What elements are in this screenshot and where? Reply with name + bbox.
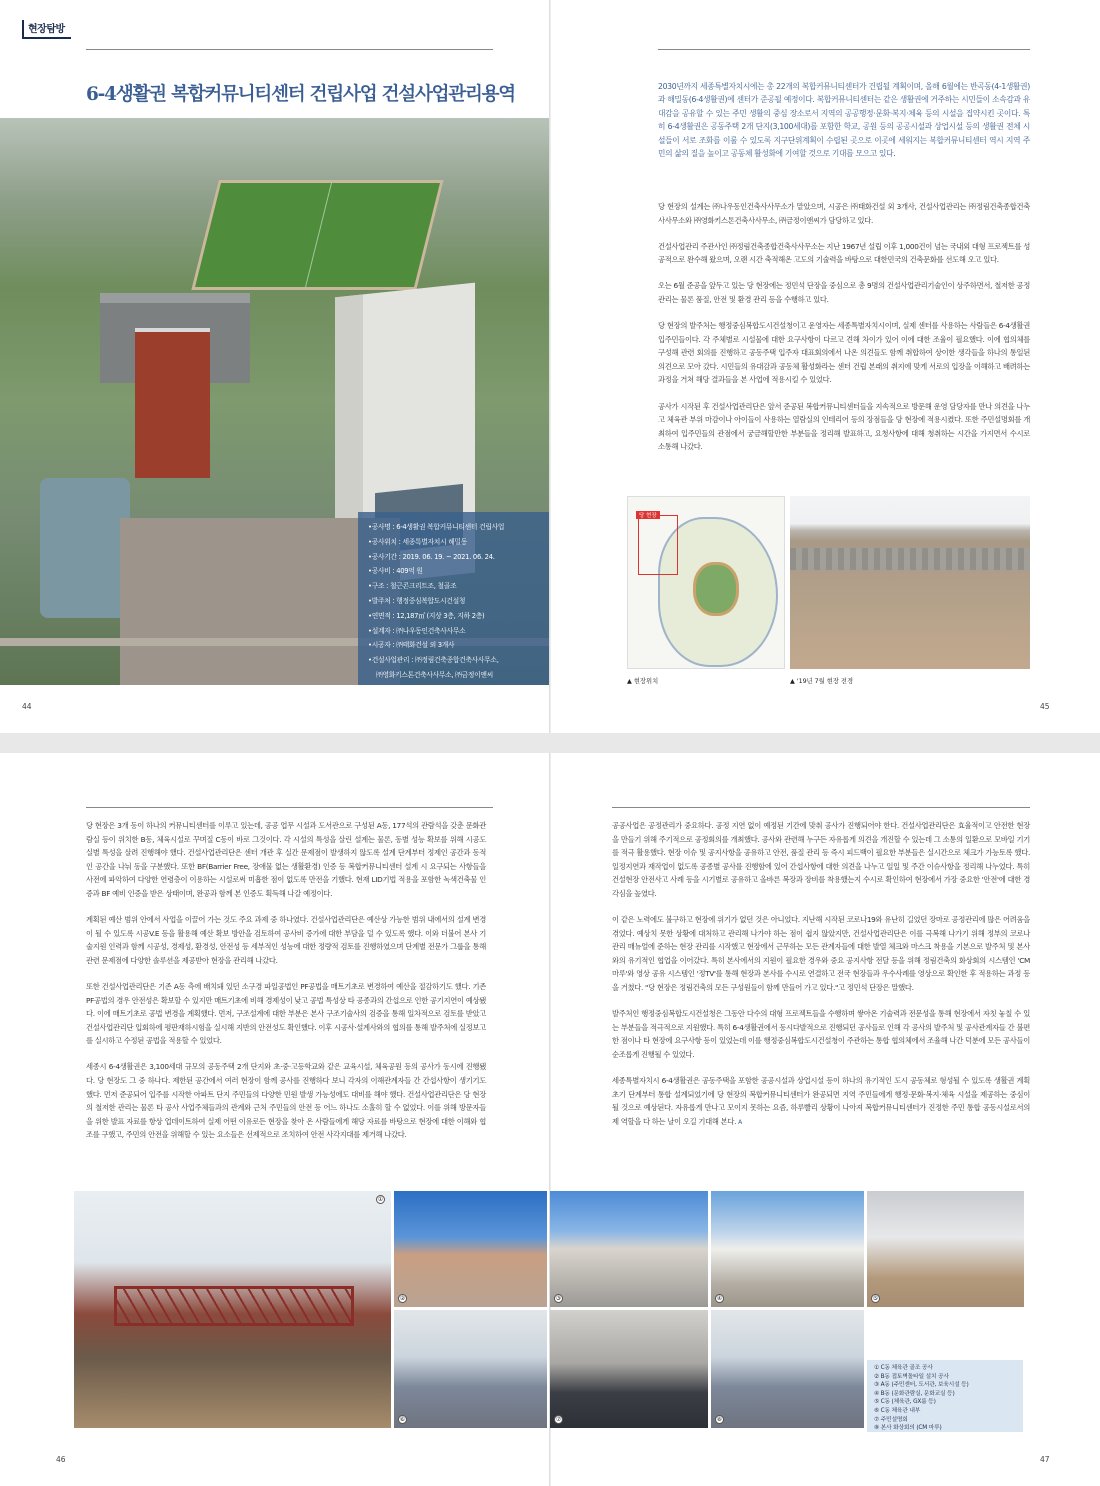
legend-item: ④ B동 (문화관람실, 문화교실 등) [874,1390,955,1397]
site-location-map [627,496,785,669]
page-number-44: 44 [22,702,32,711]
project-info-name: •공사명 : 6-4생활권 복합커뮤니티센터 건립사업 [368,523,505,531]
legend-item: ① C동 체육관 골조 공사 [874,1365,933,1371]
photo-number-2: ② [399,1295,406,1302]
section-label: 현장탐방 [22,20,71,39]
photo-number-4: ④ [716,1295,723,1302]
photo-3-building-a [550,1191,708,1307]
photo-7-resident-briefing [550,1310,708,1428]
body-paragraph: 이 같은 노력에도 불구하고 현장에 위기가 없던 것은 아니었다. 지난해 시작된 코로나19와 유난히 길었던 장마로 공정관리에 많은 어려움을 겪었다. 예상치 못한 상황에 대처하고 관리해 나가야 하는 점이 쉽지 않았지만, 건설사업관리단은 이를 극복해 나가기 위해 정부의 코로나 관리 매뉴얼에 준하는 현장 관리를 시작했고 현장에서 근무하는 모든 관계자들에 대한 발열 체크와 마스크 착용을 기본으로 발주처 및 본사와의 유기적인 협업을 이어갔다. 특히 본사에서의 지원이 필요한 경우와 중요 공지사항 전달 등을 위해 정림건축의 화상회의 시스템인 'CM마루'와 영상 공유 시스템인 '정TV'를 통해 현장과 본사를 수시로 연결하고 전국 현장들과 우수사례를 영상으로 확인한 후 적용하는 과정 등을 거쳤다. "당 현장은 정림건축의 모든 구성원들이 함께 만들어 가고 있다."고 정민석 단장은 말했다. [612,915,1030,993]
photo-4-building-b [711,1191,864,1307]
project-info-box [358,512,549,685]
legend-item: ⑧ 본사 화상회의 (CM 마루) [874,1425,942,1432]
body-paragraph: 오는 6월 준공을 앞두고 있는 당 현장에는 정민석 단장을 중심으로 총 9명의 건설사업관리기술인이 상주하면서, 철저한 공정 관리는 물론 품질, 안전 및 환경 관리 등을 수행하고 있다. [658,281,1030,304]
project-info-designer: •설계자 : ㈜나우동인건축사사무소 [368,626,466,635]
photo-8-video-conference [711,1310,864,1428]
photo-legend [867,1360,1023,1432]
body-paragraph: 또한 건설사업관리단은 기존 A동 측에 배치돼 있던 소구경 파일공법인 PF공법을 매트기초로 변경하여 예산을 절감하기도 했다. 기존 PF공법의 경우 안전성은 확보할 수 있지만 매트기초에 비해 경제성이 낮고 공법 특성상 타 공종과의 간섭으로 인한 공기지연이 예상됐다. 이에 매트기초로 공법 변경을 계획했다. 먼저, 구조설계에 대한 부분은 본사 구조기술사의 검증을 통해 일차적으로 검토를 받았고 건설사업관리단 입회하에 평판재하시험을 실시해 지반의 안전성도 확인했다. 이후 시공사·설계사와의 협의를 통해 발주처에 실정보고를 실시하고 수정된 공법을 적용할 수 있었다. [86,981,487,1046]
project-info-area: •연면적 : 12,187㎡ (지상 3층, 지하 2층) [368,611,485,620]
legend-item: ② B동 접토벽돌타일 설치 공사 [874,1373,949,1380]
header-rule-right [658,49,1030,50]
article-title: 6-4생활권 복합커뮤니티센터 건립사업 건설사업관리용역 [86,84,515,105]
body-paragraph: 당 현장의 설계는 ㈜나우동인건축사사무소가 맡았으며, 시공은 ㈜태화건설 외 3개사, 건설사업관리는 ㈜정림건축종합건축사사무소와 ㈜영화키스톤건축사사무소, ㈜금정이앤씨가 담당하고 있다. [658,202,1030,225]
project-info-period: •공사기간 : 2019. 06. 19. ~ 2021. 06. 24. [368,552,495,561]
stadium-shape [693,562,739,616]
site-marker-label: 당 현장 [636,511,660,519]
photo-number-1: ① [377,1196,384,1203]
intro-paragraph: 2030년까지 세종특별자치시에는 총 22개의 복합커뮤니티센터가 건립될 계획이며, 올해 6월에는 반곡동(4-1생활권)과 해밀동(6-4생활권)에 센터가 준공될 예정이다. 복합커뮤니티센터는 같은 생활권에 거주하는 시민들이 소속감과 유대감을 공유할 수 있는 주민 생활의 중심 장소로서 지역의 공공행정·문화·복지·체육 등의 시설을 집약시킨 곳이다. 특히 6-4생활권은 공동주택 2개 단지(3,100세대)를 포함한 학교, 공원 등의 공공시설과 상업시설 등의 생활권 전체 시설들이 서로 조화를 이룰 수 있도록 지구단위계획이 수립된 곳으로 이곳에 세워지는 복합커뮤니티센터 역시 지역 주민의 삶의 질을 높이고 공동체 활성화에 기여할 것으로 기대를 모으고 있다. [658,82,1030,159]
body-paragraph: 당 현장의 발주처는 행정중심복합도시건설청이고 운영자는 세종특별자치시이며, 실제 센터를 사용하는 사람들은 6-4생활권 입주민들이다. 각 주체별로 시설물에 대한 요구사항이 다르고 견해 차이가 있어 이에 대한 조율이 필요했다. 이에 협의체를 구성해 관련 회의를 진행하고 공동주택 입주자 대표회의에서 나온 의견들도 함께 취합하여 상이한 생각들을 하나의 통일된 의견으로 모아 갔다. 시민들의 유대감과 공동체 활성화라는 센터 건립 본래의 취지에 맞게 서로의 입장을 이해하고 배려하는 과정을 거쳐 해당 결과들을 본 사업에 적용시킬 수 있었다. [658,321,1030,385]
spread-gutter [549,0,551,733]
body-paragraph [612,1074,1030,1129]
photo-number-7: ⑦ [555,1416,562,1423]
photo-number-3: ③ [555,1295,562,1302]
pool-shape [40,478,130,618]
project-info-location: •공사위치 : 세종특별자치시 해밀동 [368,537,468,546]
body-paragraph: 건설사업관리 주관사인 ㈜정림건축종합건축사사무소는 지난 1967년 설립 이후 1,000건이 넘는 국내외 대형 프로젝트를 성공적으로 완수해 왔으며, 오랜 시간 축적해온 고도의 기술력을 바탕으로 대한민국의 건축문화를 선도해 오고 있다. [658,241,1030,265]
body-paragraph: 공공사업은 공정관리가 중요하다. 공정 지연 없이 예정된 기간에 맞춰 공사가 진행되어야 한다. 건설사업관리단은 효율적이고 안전한 현장을 만들기 위해 주기적으로 공정회의를 개최했다. 공사와 관련해 누구든 자유롭게 의견을 개진할 수 있는데 그 소통의 일환으로 모바일 기기를 적극 활용했다. 현장 이슈 및 공지사항을 공유하고 안전, 품질 관리 등 즉시 피드백이 필요한 부분들은 실시간으로 체크가 가능토록 했다. 일정지연과 재작업이 없도록 공종별 공사를 진행함에 있어 간섭사항에 대한 의견을 나누고 일일 및 주간 이슈사항을 정리해 나누었다. 특히 건설현장 안전사고 사례 등을 시기별로 공유하고 올바른 복장과 장비를 착용했는지 수시로 확인하여 현장에서 가장 중요한 '안전'에 대한 경각심을 높였다. [612,821,1030,898]
closing-mark: A [738,1118,742,1126]
project-info-cm: •건설사업관리 : ㈜정림건축종합건축사사무소, [368,656,499,665]
photo-5-building-c [867,1191,1024,1307]
brick-tower-shape [135,328,210,478]
header-rule-right [612,807,1030,808]
project-info-cm-cont: ㈜영화키스톤건축사사무소, ㈜금정이앤씨 [376,670,493,679]
body-paragraph: 당 현장은 3개 동이 하나의 커뮤니티센터를 이루고 있는데, 공공 업무 시설과 도서관으로 구성된 A동, 177석의 관람석을 갖춘 문화관람실 등이 위치한 B동, 체육시설로 꾸며질 C동이 바로 그것이다. 각 시설의 특성을 살린 설계는 물론, 동별 성능 확보를 위해 시공도 실별 특성을 살려 진행해야 했다. 건설사업관리단은 센터 개관 후 실간 문제점이 발생하지 않도록 설계 단계부터 정제인 공간과 동적인 공간을 나눠 동을 구분했다. 또한 BF(Barrier Free, 장애물 없는 생활환경) 인증 등 복합커뮤니티센터 설계 시 요구되는 사항들을 사전에 파악하여 다양한 연령층이 이용하는 시설로써 미흡한 점이 없도록 만전을 기했다. 현재 LID기법 적용을 포함한 녹색건축물 인증과 BF 예비 인증을 받은 상태이며, 완공과 함께 본 인증도 획득해 나갈 예정이다. [86,821,486,898]
sports-field-shape [191,180,443,290]
body-paragraph: 공사가 시작된 후 건설사업관리단은 앞서 준공된 복합커뮤니티센터들을 지속적으로 방문해 운영 담당자를 만나 의견을 나누고 체육관 부위 마감이나 아이들이 사용하는 열람실의 인테리어 등의 장점들을 당 현장에 적용시켰다. 또한 주민설명회를 개최하여 입주민들의 관점에서 궁금해할만한 부분들을 정리해 발표하고, 요청사항에 대해 청취하는 시간을 가지면서 수시로 소통해 나갔다. [658,401,1030,452]
caption-site-location: ▲ 현장위치 [627,678,659,685]
photo-number-5: ⑤ [872,1295,879,1302]
body-paragraph: 계획된 예산 범위 안에서 사업을 이끌어 가는 것도 주요 과제 중 하나였다. 건설사업관리단은 예산상 가능한 범위 내에서의 설계 변경이 될 수 있도록 시공V.E 등을 활용해 예산 확보 방안을 검토하여 공사비 증가에 대한 부담을 덜 수 있도록 했다. 이와 더불어 본사 기술지원 인력과 함께 시공성, 경제성, 환경성, 안전성 등 세부적인 성능에 대한 정량적 검토를 진행하였으며 단계별 전문가 그룹을 통해 관련 문제점에 다양한 솔루션을 제공받아 현장을 관리해 나갔다. [86,915,486,965]
photo-2-brick-tile [394,1191,547,1307]
photo-number-6: ⑥ [399,1416,406,1423]
body-paragraph: 세종시 6-4생활권은 3,100세대 규모의 공동주택 2개 단지와 초·중·고등학교와 같은 교육시설, 체육공원 등의 공사가 동시에 진행됐다. 당 현장도 그 중 하나다. 제한된 공간에서 여러 현장이 함께 공사를 진행하다 보니 각자의 이해관계자들 간 간섭사항이 생기기도 했다. 먼저 준공되어 입주를 시작한 아파트 단지 주민들의 다양한 민원 발생 가능성에도 대비를 해야 했다. 건설사업관리단은 당 현장의 철저한 관리는 물론 타 공사 사업주체들과의 관계와 근처 주민들의 안전 등 어느 하나도 소홀히 할 수 없었다. 이를 위해 방문자들을 위한 발표 자료를 항상 업데이트하여 실제 어떤 이유로든 현장을 찾아 온 사람들에게 해당 자료를 바탕으로 현장에 대한 이해와 협조를 구했고, 주민의 안전을 위해할 수 있는 요소들은 선제적으로 조치하여 안전 사각지대를 제거해 나갔다. [86,1062,486,1140]
steel-truss-shape [114,1286,354,1326]
page-number-47: 47 [1040,1455,1050,1464]
apartment-row-shape [790,548,1030,570]
page-47-body [612,819,1030,1142]
page-46-body [86,819,486,1154]
site-view-photo [790,496,1030,669]
spread-pages-44-45 [0,0,1100,733]
site-marker [638,515,678,575]
project-info-cost: •공사비 : 409억 원 [368,567,423,576]
page-45-body [658,200,1030,466]
closing-paragraph-text: 세종특별자치시 6-4생활권은 공동주택을 포함한 공공시설과 상업시설 등이 하나의 유기적인 도시 공동체로 형성될 수 있도록 생활권 계획 초기 단계부터 통합 설계되었기에 당 현장의 복합커뮤니티센터가 완공되면 지역 주민들에게 행정·문화·복지·체육 시설을 제공하는 중심이 될 것으로 예상된다. 자유롭게 만나고 모이지 못하는 요즘, 하루빨리 상황이 나아져 복합커뮤니티센터가 진정한 주민 통합 공동시설로서의 제 역할을 다 하는 날이 오길 기대해 본다. [612,1076,1030,1126]
header-rule-left [86,807,493,808]
project-info-structure: •구조 : 철근콘크리트조, 철골조 [368,582,457,591]
photo-6-gym-interior [394,1310,547,1428]
legend-item: ⑦ 주민설명회 [874,1416,908,1423]
legend-item: ③ A동 (주민센터, 도서관, 보육시설 등) [874,1382,969,1389]
caption-site-view: ▲ '19년 7월 현장 전경 [790,678,854,685]
photo-1-gym-frame [74,1191,391,1428]
header-rule-left [86,49,493,50]
body-paragraph: 발주처인 행정중심복합도시건설청은 그동안 다수의 대형 프로젝트들을 수행하며 쌓아온 기술력과 전문성을 통해 현장에서 자칫 놓칠 수 있는 부분들을 적극적으로 지원했다. 특히 6-4생활권에서 동시다발적으로 진행되던 공사들로 인해 각 공사의 발주처 및 공사관계자들 간 불편한 점이나 타 현장에 요구사항 등이 있었는데 이를 행정중심복합도시건설청이 주관하는 통합 협의체에서 조율해 나간 덕분에 모든 공사들이 순조롭게 진행될 수 있었다. [612,1009,1030,1059]
legend-item: ⑤ C동 (체육관, GX룸 등) [874,1399,936,1406]
page-number-45: 45 [1040,702,1050,711]
page-number-46: 46 [56,1455,66,1464]
project-info-client: •발주처 : 행정중심복합도시건설청 [368,596,466,605]
project-info-contractor: •시공자 : ㈜태화건설 외 3개사 [368,641,455,650]
photo-number-8: ⑧ [716,1416,723,1423]
legend-item: ⑥ C동 체육관 내부 [874,1407,921,1414]
